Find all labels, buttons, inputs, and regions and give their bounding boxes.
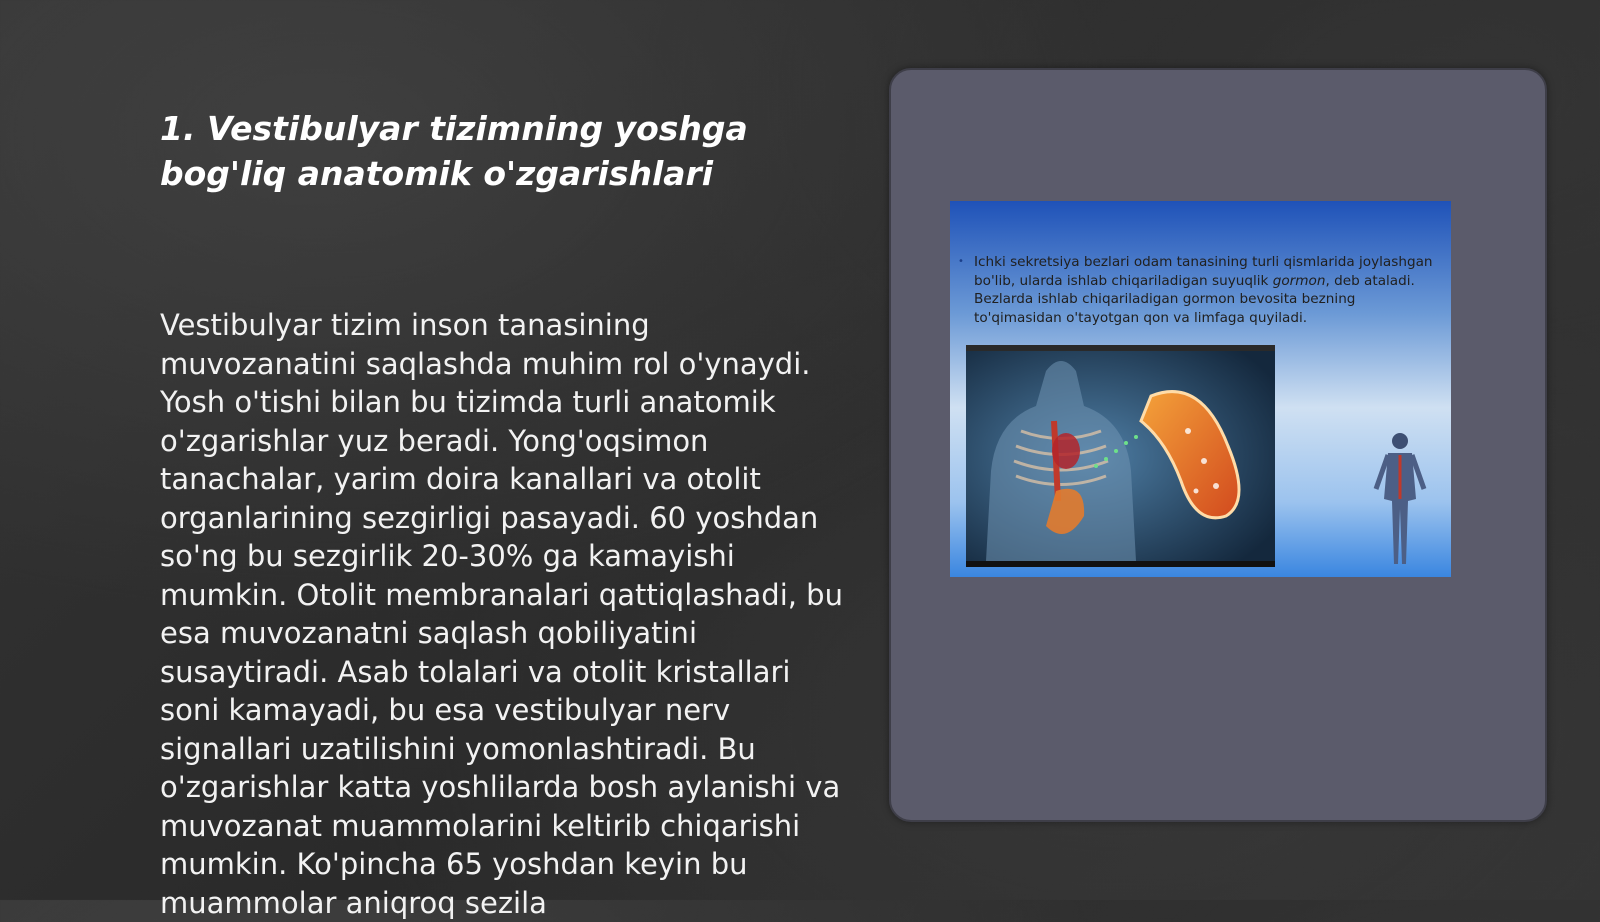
anatomy-illustration-icon [966, 345, 1275, 567]
human-figure-svg [1370, 429, 1430, 569]
slide-title: 1. Vestibulyar tizimning yoshga bog'liq anatomik o'zgarishlari [160, 109, 748, 193]
slide-body-text: Vestibulyar tizim inson tanasining muvozanatini saqlashda muhim rol o'ynaydi. Yosh o'tishi bilan bu tizimda turli anatomik o'zgarishlar yuz beradi. Yong'oqsimon tanachalar, yarim doira kanallari va otolit organlarining sezgirligi pasayadi. 60 yoshdan so'ng bu sezgirlik 20-30% ga kamayishi mumkin. Otolit membranalari qattiqlashadi, bu esa muvozanatni saqlash qobiliyatini susaytiradi. Asab tolalari va otolit kristallari soni kamayadi, bu esa vestibulyar nerv signallari uzatilishini yomonlashtiradi. Bu o'zgarishlar katta yoshlilarda bosh aylanishi va muvozanat muammolarini keltirib chiqarishi mumkin. Ko'pincha 65 yoshdan keyin bu muammolar aniqroq sezila [160, 308, 843, 920]
image-panel [889, 68, 1547, 822]
bullet-icon: • [958, 256, 964, 267]
embedded-text-part2: , deb ataladi. Bezlarda ishlab chiqariladigan gormon bevosita bezning to'qimasidan o'tayotgan qon va limfaga quyiladi. [974, 272, 1415, 326]
human-figure-icon [1370, 429, 1430, 569]
embedded-slide-text [958, 253, 1442, 327]
embedded-text-part1: Ichki sekretsiya bezlari odam tanasining turli qismlarida joylashgan bo'lib, ularda ishlab chiqariladigan suyuqlik [974, 254, 1433, 289]
embedded-text-italic: gormon [1272, 272, 1326, 289]
embedded-slide-image [950, 201, 1451, 577]
anatomy-illustration-svg [966, 351, 1275, 561]
